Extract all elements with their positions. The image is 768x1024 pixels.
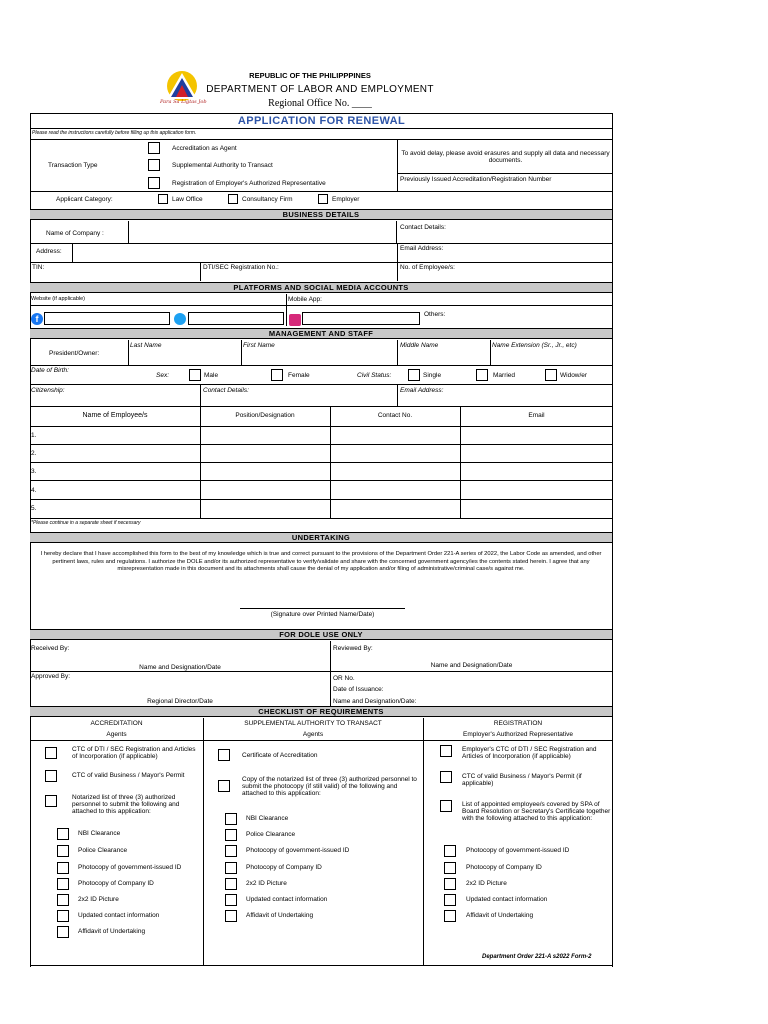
dob-label: Date of Birth: (31, 367, 69, 374)
checklist-checkbox[interactable] (225, 878, 237, 890)
name-designation-label: Name and Designation/Date (139, 664, 221, 671)
checklist-checkbox[interactable] (444, 910, 456, 922)
logo-slogan: Para Sa Ligtas Job (160, 99, 207, 105)
checklist-subitem: Photocopy of Company ID (466, 864, 542, 871)
management-bar: MANAGEMENT AND STAFF (30, 328, 612, 339)
form-code-footer: Department Order 221-A s2022 Form-2 (482, 954, 592, 960)
checklist-checkbox[interactable] (444, 894, 456, 906)
table-header: Name of Employee/s (82, 412, 148, 419)
citizenship-label: Citizenship: (31, 387, 65, 394)
checklist-subitem: Police Clearance (78, 847, 128, 854)
registration-checkbox[interactable] (148, 177, 160, 189)
email-label: Email Address: (400, 245, 444, 252)
col2-heading: SUPPLEMENTAL AUTHORITY TO TRANSACT (244, 720, 382, 727)
col2-subheading: Agents (302, 731, 324, 738)
checklist-checkbox[interactable] (57, 910, 69, 922)
female-checkbox[interactable] (271, 369, 283, 381)
checklist-subitem: Affidavit of Undertaking (78, 928, 146, 935)
col1-heading: ACCREDITATION (90, 720, 143, 727)
registration-option: Registration of Employer's Authorized Representative (172, 180, 326, 187)
checklist-checkbox[interactable] (57, 862, 69, 874)
civil-status-label: Civil Status: (357, 372, 392, 379)
single-checkbox[interactable] (408, 369, 420, 381)
reviewed-label: Reviewed By: (333, 645, 373, 652)
name-designation-date-label: Name and Designation/Date: (333, 698, 417, 705)
address-label: Address: (36, 248, 62, 255)
checklist-checkbox[interactable] (57, 894, 69, 906)
checklist-subitem: Photocopy of Company ID (78, 880, 154, 887)
instruction-text: Please read the instructions carefully before filling up this application form. (32, 130, 197, 136)
checklist-checkbox[interactable] (444, 862, 456, 874)
name-designation-label-2: Name and Designation/Date (430, 662, 513, 669)
checklist-checkbox[interactable] (225, 845, 237, 857)
applicant-category-label: Applicant Category: (56, 196, 113, 203)
checklist-item: Notarized list of three (3) authorized personnel to submit the following and attached to this application: (72, 794, 180, 816)
first-name-label: First Name (243, 342, 275, 349)
received-label: Received By: (31, 645, 70, 652)
col3-heading: REGISTRATION (493, 720, 543, 727)
employer-option: Employer (332, 196, 360, 203)
checklist-checkbox[interactable] (440, 745, 452, 757)
facebook-input[interactable] (44, 312, 170, 325)
col3-subheading: Employer's Authorized Representative (463, 731, 573, 738)
checklist-checkbox[interactable] (57, 845, 69, 857)
checklist-bar: CHECKLIST OF REQUIREMENTS (30, 706, 612, 717)
checklist-checkbox[interactable] (225, 862, 237, 874)
company-input[interactable] (128, 221, 397, 243)
instagram-input[interactable] (302, 312, 420, 325)
checklist-item: CTC of valid Business / Mayor's Permit (if applicable) (462, 773, 582, 788)
checklist-checkbox[interactable] (45, 795, 57, 807)
col1-subheading: Agents (106, 731, 127, 738)
widower-checkbox[interactable] (545, 369, 557, 381)
table-row[interactable]: 1. (31, 432, 37, 439)
checklist-checkbox[interactable] (225, 894, 237, 906)
social-media-bar: PLATFORMS AND SOCIAL MEDIA ACCOUNTS (30, 282, 612, 293)
sex-label: Sex: (156, 372, 170, 379)
company-label: Name of Company : (46, 230, 104, 237)
checklist-checkbox[interactable] (45, 747, 57, 759)
checklist-item: CTC of DTI / SEC Registration and Articles of Incorporation (if applicable) (72, 746, 196, 761)
checklist-subitem: Updated contact information (246, 896, 328, 903)
employee-count-label: No. of Employee/s: (400, 264, 455, 271)
checklist-subitem: Photocopy of Company ID (246, 864, 322, 871)
widower-option: Widow/er (560, 372, 588, 379)
checklist-checkbox[interactable] (218, 749, 230, 761)
table-header: Contact No. (377, 412, 413, 419)
checklist-subitem: Photocopy of government-issued ID (466, 847, 570, 854)
approved-label: Approved By: (31, 673, 71, 680)
checklist-subitem: Affidavit of Undertaking (466, 912, 534, 919)
checklist-item: CTC of valid Business / Mayor's Permit (72, 772, 185, 779)
male-checkbox[interactable] (189, 369, 201, 381)
checklist-item: List of appointed employee/s covered by SPA of Board Resolution or Secretary's Certificate together with the following attached to this application: (462, 801, 611, 823)
dole-use-bar: FOR DOLE USE ONLY (30, 629, 612, 640)
single-option: Single (423, 372, 442, 379)
female-option: Female (288, 372, 310, 379)
checklist-checkbox[interactable] (440, 771, 452, 783)
or-number-label: OR No. (333, 675, 355, 682)
checklist-subitem: 2x2 ID Picture (466, 880, 507, 887)
tin-label: TIN: (32, 264, 45, 271)
supplemental-checkbox[interactable] (148, 159, 160, 171)
checklist-item: Certificate of Accreditation (242, 752, 318, 759)
checklist-checkbox[interactable] (218, 780, 230, 792)
checklist-checkbox[interactable] (440, 800, 452, 812)
checklist-item: Employer's CTC of DTI / SEC Registration and Articles of Incorporation (if applicable) (462, 746, 597, 761)
facebook-icon: f (31, 313, 43, 325)
accreditation-option: Accreditation as Agent (172, 145, 237, 152)
owner-email-label: Email Address: (400, 387, 444, 394)
undertaking-text: I hereby declare that I have accomplished this form to the best of my knowledge which is true and correct pursuant to the provisions of the Department Order 221-A series of 2022, the Labor Code as amended, and other pertinent laws, rules and regulations. I authorize the DOLE and/or its authorized representative to verify/validate and share with the concerned government agency/ies the contents stated herein. I agree that any misrepresentation made in this document and its attachments shall cause the denial of my application and/or filing of administrative/criminal case/s against me. (40, 551, 602, 573)
law-office-checkbox[interactable] (158, 194, 168, 204)
checklist-subitem: Updated contact information (466, 896, 548, 903)
consultancy-checkbox[interactable] (228, 194, 238, 204)
supplemental-option: Supplemental Authority to Transact (172, 162, 273, 169)
table-header: Email (528, 412, 545, 419)
continue-note: *Please continue in a separate sheet if necessary (31, 520, 141, 526)
checklist-subitem: NBI Clearance (78, 830, 121, 837)
last-name-label: Last Name (130, 342, 162, 349)
issuance-date-label: Date of Issuance: (333, 686, 384, 693)
table-row[interactable]: 3. (31, 468, 37, 475)
checklist-subitem: Photocopy of government-issued ID (78, 864, 182, 871)
contact-label: Contact Details: (203, 387, 249, 394)
regional-director-label: Regional Director/Date (147, 698, 213, 705)
married-checkbox[interactable] (476, 369, 488, 381)
accreditation-checkbox[interactable] (148, 142, 160, 154)
name-extension-label: Name Extension (Sr., Jr., etc) (492, 342, 577, 349)
employer-checkbox[interactable] (318, 194, 328, 204)
avoid-delay-note: To avoid delay, please avoid erasures and supply all data and necessary documents. (401, 150, 610, 165)
middle-name-label: Middle Name (400, 342, 439, 349)
checklist-checkbox[interactable] (57, 828, 69, 840)
mobile-app-label: Mobile App: (288, 296, 322, 303)
checklist-checkbox[interactable] (444, 845, 456, 857)
signature-label: (Signature over Printed Name/Date) (270, 611, 375, 618)
dti-label: DTI/SEC Registration No.: (203, 264, 279, 271)
married-option: Married (493, 372, 516, 379)
checklist-item: Copy of the notarized list of three (3) authorized personnel to submit the photocopy (if still valid) of the following and attached to this application: (242, 776, 417, 798)
checklist-checkbox[interactable] (225, 829, 237, 841)
consultancy-option: Consultancy Firm (242, 196, 293, 203)
website-label: Website (if applicable) (31, 296, 86, 302)
checklist-subitem: Updated contact information (78, 912, 160, 919)
business-details-bar: BUSINESS DETAILS (30, 209, 612, 220)
previous-number-label: Previously Issued Accreditation/Registration Number (400, 176, 552, 183)
others-label: Others: (424, 311, 446, 318)
table-row[interactable]: 4. (31, 487, 37, 494)
twitter-icon (174, 313, 186, 325)
instagram-icon (289, 314, 301, 326)
checklist-subitem: Police Clearance (246, 831, 296, 838)
checklist-checkbox[interactable] (225, 910, 237, 922)
checklist-checkbox[interactable] (45, 770, 57, 782)
law-office-option: Law Office (172, 196, 203, 203)
checklist-checkbox[interactable] (225, 813, 237, 825)
checklist-checkbox[interactable] (444, 878, 456, 890)
regional-office-label: Regional Office No. ____ (268, 98, 372, 109)
checklist-subitem: 2x2 ID Picture (78, 896, 119, 903)
undertaking-bar: UNDERTAKING (30, 532, 612, 543)
contact-details-label: Contact Details: (400, 224, 446, 231)
male-option: Male (204, 372, 219, 379)
republic-label: REPUBLIC OF THE PHILIPPPINES (249, 71, 371, 80)
twitter-input[interactable] (188, 312, 284, 325)
checklist-subitem: Photocopy of government-issued ID (246, 847, 350, 854)
checklist-checkbox[interactable] (57, 878, 69, 890)
table-header: Position/Designation (235, 412, 295, 419)
checklist-checkbox[interactable] (57, 926, 69, 938)
table-row[interactable]: 2. (31, 450, 37, 457)
transaction-type-label: Transaction Type (48, 162, 98, 169)
form-title: APPLICATION FOR RENEWAL (237, 115, 406, 127)
checklist-subitem: NBI Clearance (246, 815, 289, 822)
department-label: DEPARTMENT OF LABOR AND EMPLOYMENT (206, 84, 434, 95)
checklist-subitem: 2x2 ID Picture (246, 880, 287, 887)
checklist-subitem: Affidavit of Undertaking (246, 912, 314, 919)
table-row[interactable]: 5. (31, 505, 37, 512)
president-label: President/Owner: (49, 350, 100, 357)
